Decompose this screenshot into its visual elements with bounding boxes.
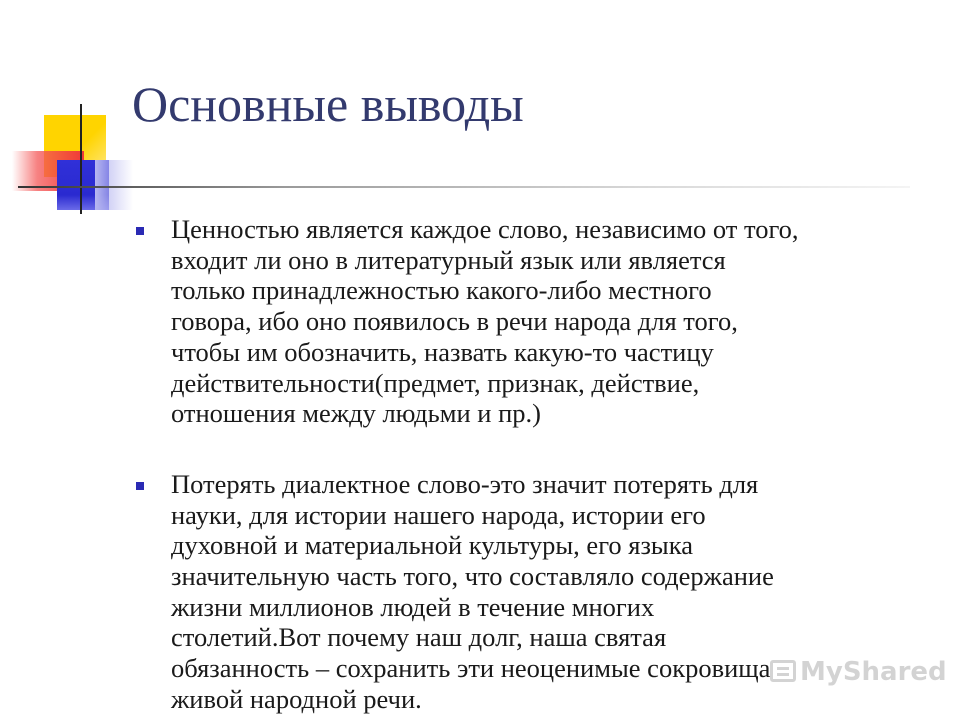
square-bullet-icon [136, 482, 144, 490]
watermark-text: MyShared [800, 657, 947, 687]
slide-title: Основные выводы [132, 76, 524, 132]
bullet-line: значительную часть того, что составляло содержание [171, 561, 774, 592]
title-underline-rule [18, 186, 910, 188]
bullet-line: Потерять диалектное слово-это значит потерять для [171, 468, 759, 499]
bullet-line: обязанность – сохранить эти неоценимые сокровища [171, 653, 771, 684]
bullet-line: живой народной речи. [171, 683, 422, 714]
bullet-line: входит ли оно в литературный язык или является [171, 244, 726, 275]
bullet-list [133, 214, 923, 715]
bullet-line: столетий.Вот почему наш долг, наша святая [171, 622, 667, 653]
bullet-item-losing-dialect-word [133, 469, 923, 715]
decor-blue-fade [95, 160, 133, 210]
bullet-line: чтобы им обозначить, назвать какую-то частицу [171, 336, 714, 367]
square-bullet-icon [136, 227, 144, 235]
bullet-line: жизни миллионов людей в течение многих [171, 591, 655, 622]
bullet-line: науки, для истории нашего народа, истории его [171, 499, 706, 530]
decor-vertical-line [80, 104, 82, 214]
bullet-line: отношения между людьми и пр.) [171, 398, 541, 429]
bullet-line: только принадлежностью какого-либо местного [171, 275, 712, 306]
bullet-line: действительности(предмет, признак, действие, [171, 367, 700, 398]
bullet-line: Ценностью является каждое слово, независимо от того, [171, 214, 799, 244]
bullet-line: говора, ибо оно появилось в речи народа для того, [171, 306, 738, 337]
bullet-line: духовной и материальной культуры, его языка [171, 530, 693, 561]
bullet-item-value-of-words [133, 214, 923, 429]
